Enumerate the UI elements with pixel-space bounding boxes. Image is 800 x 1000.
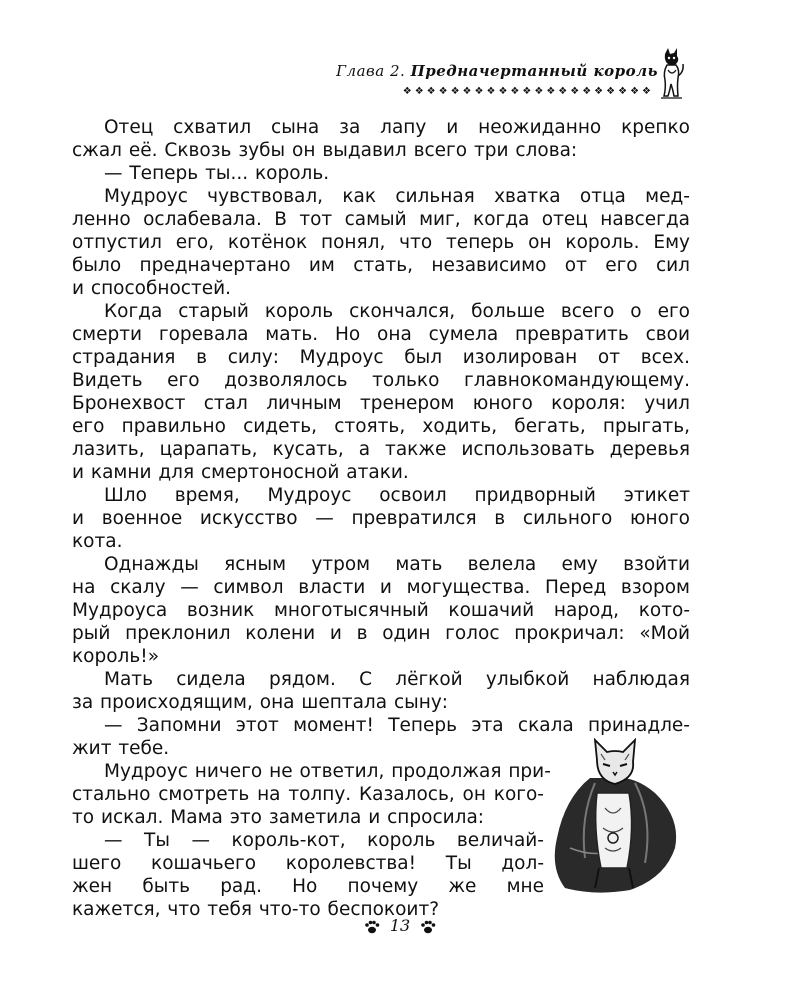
text-line: и способностей. bbox=[72, 278, 232, 299]
text-line: жит тебе. bbox=[72, 738, 170, 759]
text-line: страдания в силу: Мудроус был изолирован от всех. bbox=[72, 347, 690, 368]
text-line: смерти горевала мать. Но она сумела превратить свои bbox=[72, 324, 690, 345]
cat-vignette-icon bbox=[656, 46, 686, 102]
text-line: то искал. Мама это заметила и спросила: bbox=[72, 807, 485, 828]
header-ornament: ❖❖❖❖❖❖❖❖❖❖❖❖❖❖❖❖❖❖❖❖❖ bbox=[402, 86, 654, 97]
text-line: и камни для смертоносной атаки. bbox=[72, 462, 409, 483]
text-line: шего кошачьего королевства! Ты дол- bbox=[72, 853, 544, 874]
text-line: за происходящим, она шептала сыну: bbox=[72, 692, 449, 713]
text-line: было предначертано им стать, независимо от его сил bbox=[72, 255, 690, 276]
text-line: король!» bbox=[72, 646, 160, 667]
text-line: отпустил его, котёнок понял, что теперь он король. Ему bbox=[72, 232, 690, 253]
text-line: Мать сидела рядом. С лёгкой улыбкой наблюдая bbox=[104, 669, 690, 690]
text-line: рый преклонил колени и в один голос прокричал: «Мой bbox=[72, 623, 690, 644]
text-line: Мудроус ничего не ответил, продолжая при- bbox=[104, 761, 551, 782]
text-line: кота. bbox=[72, 531, 123, 552]
text-line: Мудроуса возник многотысячный кошачий народ, кото- bbox=[72, 600, 690, 621]
text-line: — Ты — король-кот, король величай- bbox=[104, 830, 544, 851]
text-line: Когда старый король скончался, больше всего о его bbox=[104, 301, 690, 322]
text-line: его правильно сидеть, стоять, ходить, бегать, прыгать, bbox=[72, 416, 690, 437]
chapter-title: Предначертанный король bbox=[410, 62, 658, 80]
text-line: жен быть рад. Но почему же мне bbox=[72, 876, 544, 897]
text-line: сжал её. Сквозь зубы он выдавил всего три слова: bbox=[72, 140, 578, 161]
cat-king-illustration bbox=[535, 738, 685, 898]
text-line: ленно ослабевала. В тот самый миг, когда отец навсегда bbox=[72, 209, 690, 230]
page-footer bbox=[0, 916, 800, 935]
text-line: — Теперь ты... король. bbox=[104, 163, 330, 184]
text-line: стально смотреть на толпу. Казалось, он кого- bbox=[72, 784, 544, 805]
paw-icon bbox=[364, 920, 380, 934]
text-line: Шло время, Мудроус освоил придворный этикет bbox=[104, 485, 690, 506]
text-line: на скалу — символ власти и могущества. Перед взором bbox=[72, 577, 690, 598]
text-line: кажется, что тебя что-то беспокоит? bbox=[72, 899, 440, 920]
text-line: Мудроус чувствовал, как сильная хватка отца мед- bbox=[104, 186, 690, 207]
text-line: и военное искусство — превратился в сильного юного bbox=[72, 508, 690, 529]
page-number: 13 bbox=[389, 916, 411, 935]
paw-icon bbox=[420, 920, 436, 934]
header-line bbox=[336, 62, 658, 80]
text-line: Видеть его дозволялось только главнокомандующему. bbox=[72, 370, 690, 391]
text-line: Отец схватил сына за лапу и неожиданно крепко bbox=[104, 117, 690, 138]
chapter-label: Глава 2. bbox=[336, 62, 406, 80]
text-line: Однажды ясным утром мать велела ему взойти bbox=[104, 554, 690, 575]
text-line: Бронехвост стал личным тренером юного короля: учил bbox=[72, 393, 690, 414]
text-line: лазить, царапать, кусать, а также использовать деревья bbox=[72, 439, 690, 460]
text-line: — Запомни этот момент! Теперь эта скала принадле- bbox=[104, 715, 690, 736]
